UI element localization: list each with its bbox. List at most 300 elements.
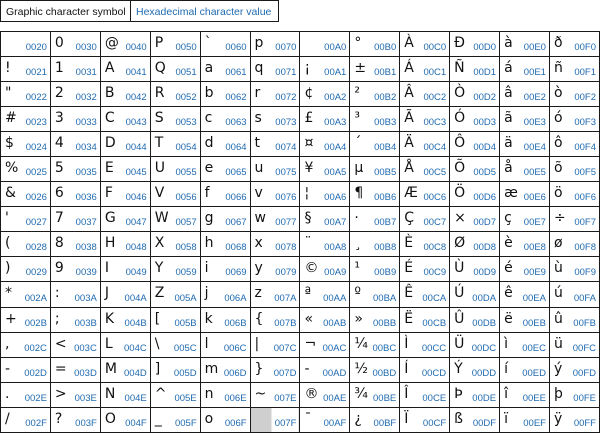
character-cell bbox=[300, 282, 350, 307]
table-row bbox=[1, 407, 600, 432]
character-symbol: ' bbox=[5, 210, 9, 227]
character-symbol: = bbox=[54, 360, 67, 377]
hex-value: 0079 bbox=[275, 267, 297, 279]
character-cell bbox=[500, 332, 550, 357]
hex-value: 0075 bbox=[275, 167, 297, 179]
character-symbol: g bbox=[204, 210, 214, 227]
hex-value: 00BD bbox=[372, 367, 397, 379]
hex-value: 0054 bbox=[175, 142, 197, 154]
hex-value: 0073 bbox=[275, 117, 297, 129]
hex-value: 0053 bbox=[175, 117, 197, 129]
hex-value: 00CA bbox=[422, 292, 447, 304]
character-symbol: . bbox=[5, 385, 10, 402]
character-symbol: ¨ bbox=[304, 235, 312, 252]
table-row bbox=[1, 357, 600, 382]
hex-value: 0072 bbox=[275, 92, 297, 104]
character-cell bbox=[150, 407, 200, 432]
character-cell bbox=[50, 257, 100, 282]
table-row bbox=[1, 382, 600, 407]
character-symbol: z bbox=[254, 285, 262, 302]
character-cell bbox=[350, 382, 400, 407]
character-cell bbox=[250, 32, 300, 57]
character-cell bbox=[400, 32, 450, 57]
hex-value: 0041 bbox=[125, 67, 147, 79]
character-symbol: Ý bbox=[454, 360, 463, 377]
character-cell bbox=[1, 57, 51, 82]
hex-value: 0020 bbox=[25, 42, 47, 54]
hex-value: 00FE bbox=[573, 392, 596, 404]
character-symbol: ¶ bbox=[354, 185, 364, 202]
character-cell bbox=[350, 32, 400, 57]
character-symbol: î bbox=[504, 385, 508, 402]
character-cell bbox=[549, 307, 599, 332]
hex-value: 00DE bbox=[472, 392, 497, 404]
character-symbol: Ù bbox=[454, 260, 465, 277]
hex-value: 003E bbox=[74, 392, 97, 404]
character-cell bbox=[450, 207, 500, 232]
character-cell bbox=[450, 232, 500, 257]
character-cell bbox=[350, 157, 400, 182]
table-row bbox=[1, 82, 600, 107]
legend-hex-label: Hexadecimal character value bbox=[130, 0, 279, 22]
hex-value: 004F bbox=[125, 417, 147, 429]
character-symbol: ª bbox=[304, 285, 312, 302]
hex-value: 00DD bbox=[471, 367, 497, 379]
hex-value: 004D bbox=[124, 367, 147, 379]
hex-value: 002E bbox=[24, 392, 47, 404]
character-symbol: Ü bbox=[454, 335, 465, 352]
character-cell bbox=[549, 332, 599, 357]
character-symbol: ó bbox=[553, 110, 563, 127]
hex-value: 0051 bbox=[175, 67, 197, 79]
hex-value: 00C1 bbox=[423, 67, 447, 79]
character-cell bbox=[100, 32, 150, 57]
character-symbol: Ñ bbox=[454, 60, 465, 77]
character-cell bbox=[500, 382, 550, 407]
character-symbol: : bbox=[54, 285, 60, 302]
character-symbol: « bbox=[304, 310, 314, 327]
character-symbol: ] bbox=[154, 360, 161, 377]
character-cell bbox=[250, 157, 300, 182]
character-symbol: k bbox=[204, 310, 213, 327]
character-cell bbox=[500, 232, 550, 257]
character-cell bbox=[450, 82, 500, 107]
character-cell bbox=[549, 407, 599, 432]
character-symbol: " bbox=[5, 85, 12, 102]
hex-value: 005E bbox=[174, 392, 197, 404]
character-cell bbox=[100, 132, 150, 157]
character-symbol: Z bbox=[154, 285, 165, 302]
character-symbol: B bbox=[104, 85, 115, 102]
hex-value: 00EA bbox=[522, 292, 546, 304]
character-cell bbox=[100, 332, 150, 357]
character-symbol: ÿ bbox=[553, 410, 563, 427]
character-symbol: ! bbox=[5, 60, 11, 77]
character-cell bbox=[1, 182, 51, 207]
hex-value: 00DA bbox=[472, 292, 497, 304]
table-row bbox=[1, 57, 600, 82]
character-cell bbox=[549, 132, 599, 157]
character-cell bbox=[250, 282, 300, 307]
hex-value: 0048 bbox=[125, 242, 147, 254]
character-symbol: ¢ bbox=[304, 85, 314, 102]
character-symbol: E bbox=[104, 160, 114, 177]
character-symbol: { bbox=[254, 310, 264, 327]
hex-value: 0042 bbox=[125, 92, 147, 104]
character-cell bbox=[500, 282, 550, 307]
hex-value: 006D bbox=[223, 367, 247, 379]
hex-value: 0026 bbox=[25, 192, 47, 204]
hex-value: 0052 bbox=[175, 92, 197, 104]
character-cell bbox=[100, 407, 150, 432]
hex-value: 00FD bbox=[572, 367, 596, 379]
character-symbol: H bbox=[104, 235, 116, 252]
character-cell bbox=[50, 107, 100, 132]
character-symbol: j bbox=[204, 285, 209, 302]
character-cell bbox=[549, 232, 599, 257]
hex-value: 00F6 bbox=[574, 192, 596, 204]
character-symbol: w bbox=[254, 210, 266, 227]
character-cell bbox=[50, 132, 100, 157]
hex-value: 004E bbox=[124, 392, 147, 404]
character-cell bbox=[250, 257, 300, 282]
hex-value: 0021 bbox=[25, 67, 47, 79]
character-symbol: à bbox=[504, 35, 513, 51]
hex-value: 00E9 bbox=[523, 267, 546, 279]
hex-value: 00A1 bbox=[324, 67, 347, 79]
character-symbol: ) bbox=[5, 260, 11, 277]
hex-value: 00FA bbox=[573, 292, 596, 304]
character-symbol: Ö bbox=[454, 185, 466, 202]
hex-value: 0071 bbox=[275, 67, 297, 79]
character-symbol: ? bbox=[54, 410, 63, 427]
character-cell bbox=[549, 107, 599, 132]
hex-value: 00EF bbox=[523, 417, 546, 429]
character-grid-body bbox=[1, 32, 600, 433]
character-symbol: + bbox=[5, 310, 17, 327]
character-cell bbox=[500, 32, 550, 57]
hex-value: 00AC bbox=[322, 342, 347, 354]
character-symbol: Á bbox=[404, 60, 414, 77]
character-cell bbox=[1, 307, 51, 332]
character-symbol: [ bbox=[154, 310, 161, 327]
character-symbol: § bbox=[304, 210, 312, 227]
character-symbol: @ bbox=[104, 35, 119, 51]
hex-value: 00E6 bbox=[523, 192, 546, 204]
character-symbol: T bbox=[154, 135, 164, 152]
character-cell bbox=[200, 407, 250, 432]
character-symbol: W bbox=[154, 210, 169, 227]
character-cell bbox=[200, 157, 250, 182]
hex-value: 00BE bbox=[373, 392, 397, 404]
hex-value: 00FC bbox=[572, 342, 596, 354]
character-cell bbox=[450, 107, 500, 132]
hex-value: 00A0 bbox=[324, 42, 347, 54]
hex-value: 003D bbox=[74, 367, 97, 379]
hex-value: 0067 bbox=[225, 217, 247, 229]
hex-value: 00CB bbox=[422, 317, 447, 329]
character-symbol: þ bbox=[553, 385, 563, 402]
hex-value: 00F3 bbox=[574, 117, 596, 129]
hex-value: 0059 bbox=[175, 267, 197, 279]
table-row bbox=[1, 107, 600, 132]
character-symbol: Û bbox=[454, 310, 465, 327]
character-cell bbox=[150, 157, 200, 182]
hex-value: 00C6 bbox=[423, 192, 447, 204]
character-cell bbox=[300, 407, 350, 432]
hex-value: 0027 bbox=[25, 217, 47, 229]
character-cell bbox=[450, 132, 500, 157]
character-cell bbox=[500, 407, 550, 432]
hex-value: 0023 bbox=[25, 117, 47, 129]
character-cell bbox=[100, 307, 150, 332]
hex-value: 002B bbox=[24, 317, 47, 329]
character-symbol: ¼ bbox=[354, 335, 368, 352]
character-cell bbox=[500, 82, 550, 107]
hex-value: 0030 bbox=[75, 42, 97, 54]
hex-value: 007F bbox=[274, 417, 297, 429]
character-cell bbox=[50, 207, 100, 232]
character-symbol: ð bbox=[553, 35, 563, 51]
hex-value: 0032 bbox=[75, 92, 97, 104]
hex-value: 00CF bbox=[422, 417, 447, 429]
character-cell bbox=[100, 257, 150, 282]
character-cell bbox=[300, 257, 350, 282]
character-symbol: i bbox=[204, 260, 209, 277]
character-symbol: È bbox=[404, 235, 414, 252]
character-symbol: - bbox=[304, 360, 310, 377]
character-cell bbox=[1, 232, 51, 257]
character-symbol: ¸ bbox=[354, 235, 362, 252]
character-cell bbox=[50, 82, 100, 107]
character-symbol: q bbox=[254, 60, 264, 77]
character-cell bbox=[150, 132, 200, 157]
hex-value: 00D4 bbox=[473, 142, 497, 154]
character-symbol: â bbox=[504, 85, 513, 102]
character-cell bbox=[400, 332, 450, 357]
character-symbol: \ bbox=[154, 335, 160, 352]
character-symbol: # bbox=[5, 110, 17, 127]
character-cell bbox=[500, 257, 550, 282]
character-symbol: A bbox=[104, 60, 115, 77]
character-symbol: Ä bbox=[404, 135, 414, 152]
hex-value: 00A5 bbox=[324, 167, 347, 179]
character-cell bbox=[200, 382, 250, 407]
hex-value: 00D2 bbox=[473, 92, 497, 104]
hex-value: 00C0 bbox=[423, 42, 447, 54]
character-symbol: Æ bbox=[404, 185, 418, 202]
hex-value: 00B0 bbox=[374, 42, 397, 54]
hex-value: 00A6 bbox=[324, 192, 347, 204]
hex-value: 005F bbox=[174, 417, 197, 429]
character-cell bbox=[300, 232, 350, 257]
character-cell bbox=[400, 207, 450, 232]
hex-value: 0037 bbox=[75, 217, 97, 229]
hex-value: 00BA bbox=[373, 292, 397, 304]
character-symbol: - bbox=[5, 360, 11, 377]
hex-value: 0055 bbox=[175, 167, 197, 179]
character-symbol: Ú bbox=[454, 285, 465, 302]
character-cell bbox=[200, 107, 250, 132]
character-symbol: ò bbox=[553, 85, 563, 102]
hex-value: 0022 bbox=[25, 92, 47, 104]
character-cell bbox=[150, 207, 200, 232]
character-symbol: ² bbox=[354, 85, 360, 102]
legend bbox=[0, 0, 279, 24]
character-cell bbox=[300, 57, 350, 82]
hex-value: 00EC bbox=[522, 342, 546, 354]
character-cell bbox=[300, 332, 350, 357]
hex-value: 004C bbox=[124, 342, 147, 354]
hex-value: 007B bbox=[274, 317, 297, 329]
character-symbol: e bbox=[204, 160, 214, 177]
hex-value: 00B9 bbox=[374, 267, 397, 279]
hex-value: 00E8 bbox=[523, 242, 546, 254]
hex-value: 00E7 bbox=[523, 217, 546, 229]
character-symbol: º bbox=[354, 285, 361, 302]
character-symbol: Þ bbox=[454, 385, 463, 402]
character-cell bbox=[400, 232, 450, 257]
character-symbol: v bbox=[254, 185, 263, 202]
character-symbol: Ì bbox=[404, 335, 409, 352]
character-cell bbox=[300, 32, 350, 57]
character-cell bbox=[200, 182, 250, 207]
character-cell bbox=[150, 32, 200, 57]
character-cell bbox=[450, 57, 500, 82]
character-symbol: P bbox=[154, 35, 164, 51]
hex-value: 00B1 bbox=[374, 67, 397, 79]
character-cell bbox=[350, 182, 400, 207]
character-cell bbox=[300, 382, 350, 407]
hex-value: 00D8 bbox=[473, 242, 497, 254]
character-cell bbox=[100, 82, 150, 107]
character-symbol: } bbox=[254, 360, 264, 377]
character-symbol: ½ bbox=[354, 360, 368, 377]
character-cell bbox=[100, 157, 150, 182]
hex-value: 00C5 bbox=[423, 167, 447, 179]
character-cell bbox=[50, 282, 100, 307]
character-symbol: 2 bbox=[54, 85, 64, 102]
character-cell bbox=[100, 207, 150, 232]
character-symbol: ç bbox=[504, 210, 512, 227]
hex-value: 00AD bbox=[322, 367, 347, 379]
hex-value: 0077 bbox=[275, 217, 297, 229]
character-symbol: Ø bbox=[454, 235, 466, 252]
character-symbol: õ bbox=[553, 160, 563, 177]
character-cell bbox=[500, 157, 550, 182]
hex-value: 00DF bbox=[472, 417, 497, 429]
character-symbol: c bbox=[204, 110, 213, 127]
character-symbol: x bbox=[254, 235, 263, 252]
character-symbol: Ó bbox=[454, 110, 466, 127]
character-symbol: ù bbox=[553, 260, 563, 277]
character-symbol: ® bbox=[304, 385, 319, 402]
character-symbol: _ bbox=[154, 410, 162, 427]
hex-value: 0050 bbox=[175, 42, 197, 54]
character-symbol: Ë bbox=[404, 310, 414, 327]
character-cell bbox=[100, 382, 150, 407]
table-row bbox=[1, 307, 600, 332]
hex-value: 0029 bbox=[25, 267, 47, 279]
character-symbol: í bbox=[504, 360, 508, 377]
character-symbol: u bbox=[254, 160, 264, 177]
character-symbol: I bbox=[104, 260, 109, 277]
character-cell bbox=[150, 307, 200, 332]
hex-value: 00B2 bbox=[374, 92, 397, 104]
character-symbol: 0 bbox=[54, 35, 64, 51]
character-cell bbox=[400, 107, 450, 132]
character-cell bbox=[549, 207, 599, 232]
character-symbol: h bbox=[204, 235, 214, 252]
character-cell bbox=[350, 257, 400, 282]
hex-value: 0024 bbox=[25, 142, 47, 154]
character-cell bbox=[400, 157, 450, 182]
character-cell bbox=[350, 407, 400, 432]
hex-value: 0045 bbox=[125, 167, 147, 179]
hex-value: 00F9 bbox=[574, 267, 596, 279]
hex-value: 00AE bbox=[323, 392, 347, 404]
hex-value: 005D bbox=[173, 367, 197, 379]
character-cell bbox=[500, 307, 550, 332]
character-symbol: U bbox=[154, 160, 165, 177]
character-symbol: µ bbox=[354, 160, 364, 177]
hex-value: 0058 bbox=[175, 242, 197, 254]
character-symbol: ü bbox=[553, 335, 563, 352]
hex-value: 00D0 bbox=[473, 42, 497, 54]
character-symbol: ï bbox=[504, 410, 508, 427]
character-symbol: Å bbox=[404, 160, 414, 177]
hex-value: 0044 bbox=[125, 142, 147, 154]
character-cell bbox=[549, 82, 599, 107]
hex-value: 003A bbox=[74, 292, 97, 304]
character-symbol: 4 bbox=[54, 135, 64, 152]
character-cell bbox=[1, 82, 51, 107]
character-cell bbox=[400, 407, 450, 432]
character-cell bbox=[150, 107, 200, 132]
hex-value: 00D6 bbox=[473, 192, 497, 204]
hex-value: 00C8 bbox=[423, 242, 447, 254]
character-symbol: O bbox=[104, 410, 116, 427]
character-cell bbox=[1, 332, 51, 357]
character-symbol: ^ bbox=[154, 385, 167, 402]
character-cell bbox=[250, 107, 300, 132]
table-row bbox=[1, 132, 600, 157]
character-symbol: ° bbox=[354, 35, 362, 51]
character-symbol: Y bbox=[154, 260, 164, 277]
character-symbol: N bbox=[104, 385, 116, 402]
hex-value: 0056 bbox=[175, 192, 197, 204]
character-symbol: 5 bbox=[54, 160, 64, 177]
hex-value: 002F bbox=[25, 417, 47, 429]
character-cell bbox=[400, 282, 450, 307]
hex-value: 0061 bbox=[225, 67, 247, 79]
character-symbol: ä bbox=[504, 135, 513, 152]
character-cell bbox=[350, 207, 400, 232]
hex-value: 00C9 bbox=[423, 267, 447, 279]
hex-value: 00E2 bbox=[523, 92, 546, 104]
hex-value: 0028 bbox=[25, 242, 47, 254]
hex-value: 00A8 bbox=[324, 242, 347, 254]
character-symbol: l bbox=[204, 335, 209, 352]
character-symbol: » bbox=[354, 310, 363, 327]
character-cell bbox=[500, 132, 550, 157]
hex-value: 00B6 bbox=[374, 192, 397, 204]
hex-value: 00B8 bbox=[374, 242, 397, 254]
hex-value: 003F bbox=[75, 417, 97, 429]
character-cell bbox=[300, 107, 350, 132]
hex-value: 0076 bbox=[275, 192, 297, 204]
character-symbol: ì bbox=[504, 335, 508, 352]
